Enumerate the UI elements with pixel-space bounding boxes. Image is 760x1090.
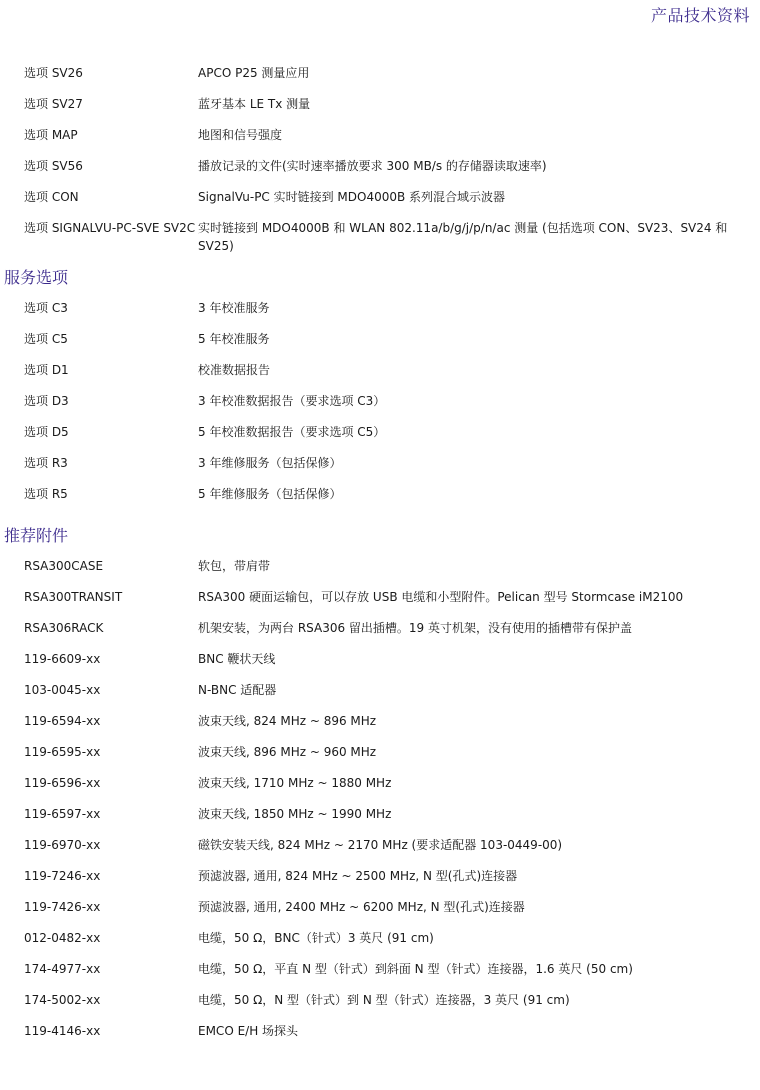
part-number: 119-6609-xx — [24, 652, 101, 666]
table-row — [0, 355, 760, 386]
table-row — [0, 89, 760, 120]
table-row — [0, 830, 760, 861]
table-row — [0, 479, 760, 510]
part-description: 波束天线, 1850 MHz ~ 1990 MHz — [198, 807, 392, 821]
table-row — [0, 644, 760, 675]
option-description: 3 年校准服务 — [198, 301, 270, 315]
table-row — [0, 582, 760, 613]
table-row — [0, 923, 760, 954]
part-description: 波束天线, 896 MHz ~ 960 MHz — [198, 745, 377, 759]
part-description: BNC 鞭状天线 — [198, 652, 276, 666]
part-number: 119-6595-xx — [24, 745, 101, 759]
part-number: RSA300CASE — [24, 559, 104, 573]
option-code: 选项 C5 — [24, 332, 68, 346]
table-row — [0, 58, 760, 89]
page-header-title: 产品技术资料 — [650, 6, 750, 25]
part-description: 软包，带肩带 — [198, 559, 271, 573]
table-row — [0, 551, 760, 582]
table-row — [0, 182, 760, 213]
table-row — [0, 954, 760, 985]
part-description: 电缆，50 Ω，平直 N 型（针式）到斜面 N 型（针式）连接器，1.6 英尺 (50 cm) — [198, 962, 633, 976]
option-description: 地图和信号强度 — [198, 128, 283, 142]
option-description: 播放记录的文件(实时速率播放要求 300 MB/s 的存储器读取速率) — [198, 159, 547, 173]
table-row — [0, 613, 760, 644]
part-description: 波束天线, 824 MHz ~ 896 MHz — [198, 714, 377, 728]
part-description: N-BNC 适配器 — [198, 683, 277, 697]
option-code: 选项 R3 — [24, 456, 68, 470]
table-row — [0, 706, 760, 737]
document-body — [0, 58, 760, 1047]
option-code: 选项 MAP — [24, 128, 78, 142]
option-code: 选项 SV27 — [24, 97, 83, 111]
table-row — [0, 768, 760, 799]
part-number: 119-4146-xx — [24, 1024, 101, 1038]
option-description: 5 年校准服务 — [198, 332, 270, 346]
section-title-service: 服务选项 — [4, 268, 69, 287]
part-description: EMCO E/H 场探头 — [198, 1024, 299, 1038]
part-description: 波束天线, 1710 MHz ~ 1880 MHz — [198, 776, 392, 790]
option-description: 3 年维修服务（包括保修） — [198, 456, 342, 470]
option-code: 选项 CON — [24, 190, 79, 204]
option-description: 实时链接到 MDO4000B 和 WLAN 802.11a/b/g/j/p/n/ac 测量 (包括选项 CON、SV23、SV24 和 SV25) — [198, 221, 728, 253]
option-code: 选项 R5 — [24, 487, 68, 501]
section-title-accessories: 推荐附件 — [4, 526, 69, 545]
part-number: 119-6970-xx — [24, 838, 101, 852]
table-row — [0, 737, 760, 768]
option-description: 蓝牙基本 LE Tx 测量 — [198, 97, 311, 111]
option-code: 选项 D1 — [24, 363, 69, 377]
table-row — [0, 120, 760, 151]
part-number: RSA306RACK — [24, 621, 104, 635]
part-description: 电缆，50 Ω，BNC（针式）3 英尺 (91 cm) — [198, 931, 434, 945]
table-row — [0, 386, 760, 417]
option-description: 5 年校准数据报告（要求选项 C5） — [198, 425, 386, 439]
accessories-list — [0, 551, 760, 1047]
table-row — [0, 861, 760, 892]
part-number: 119-6597-xx — [24, 807, 101, 821]
part-number: 119-7426-xx — [24, 900, 101, 914]
section-spacer — [0, 510, 760, 521]
table-row — [0, 985, 760, 1016]
table-row — [0, 417, 760, 448]
option-description: 校准数据报告 — [198, 363, 271, 377]
option-code: 选项 D5 — [24, 425, 69, 439]
part-number: 119-6594-xx — [24, 714, 101, 728]
option-description: SignalVu-PC 实时链接到 MDO4000B 系列混合域示波器 — [198, 190, 506, 204]
option-description: 3 年校准数据报告（要求选项 C3） — [198, 394, 386, 408]
options-list — [0, 58, 760, 263]
table-row — [0, 1016, 760, 1047]
option-description: 5 年维修服务（包括保修） — [198, 487, 342, 501]
part-description: RSA300 硬面运输包，可以存放 USB 电缆和小型附件。Pelican 型号 Stormcase iM2100 — [198, 590, 684, 604]
service-list — [0, 293, 760, 510]
table-row — [0, 675, 760, 706]
option-code: 选项 C3 — [24, 301, 68, 315]
part-number: 103-0045-xx — [24, 683, 101, 697]
part-description: 预滤波器, 通用, 2400 MHz ~ 6200 MHz, N 型(孔式)连接器 — [198, 900, 525, 914]
option-description: APCO P25 测量应用 — [198, 66, 310, 80]
part-description: 电缆，50 Ω，N 型（针式）到 N 型（针式）连接器，3 英尺 (91 cm) — [198, 993, 570, 1007]
option-code: 选项 SV26 — [24, 66, 83, 80]
part-description: 磁铁安装天线, 824 MHz ~ 2170 MHz (要求适配器 103-0449-00) — [198, 838, 563, 852]
part-number: 012-0482-xx — [24, 931, 101, 945]
option-code: 选项 SIGNALVU-PC-SVE SV2C — [24, 221, 196, 235]
part-description: 机架安装，为两台 RSA306 留出插槽。19 英寸机架，没有使用的插槽带有保护盖 — [198, 621, 633, 635]
option-code: 选项 D3 — [24, 394, 69, 408]
table-row — [0, 151, 760, 182]
part-number: 174-4977-xx — [24, 962, 101, 976]
part-description: 预滤波器, 通用, 824 MHz ~ 2500 MHz, N 型(孔式)连接器 — [198, 869, 518, 883]
table-row — [0, 324, 760, 355]
option-code: 选项 SV56 — [24, 159, 83, 173]
table-row — [0, 448, 760, 479]
part-number: 119-7246-xx — [24, 869, 101, 883]
part-number: 174-5002-xx — [24, 993, 101, 1007]
table-row — [0, 892, 760, 923]
part-number: 119-6596-xx — [24, 776, 101, 790]
table-row — [0, 213, 760, 263]
table-row — [0, 293, 760, 324]
table-row — [0, 799, 760, 830]
part-number: RSA300TRANSIT — [24, 590, 123, 604]
